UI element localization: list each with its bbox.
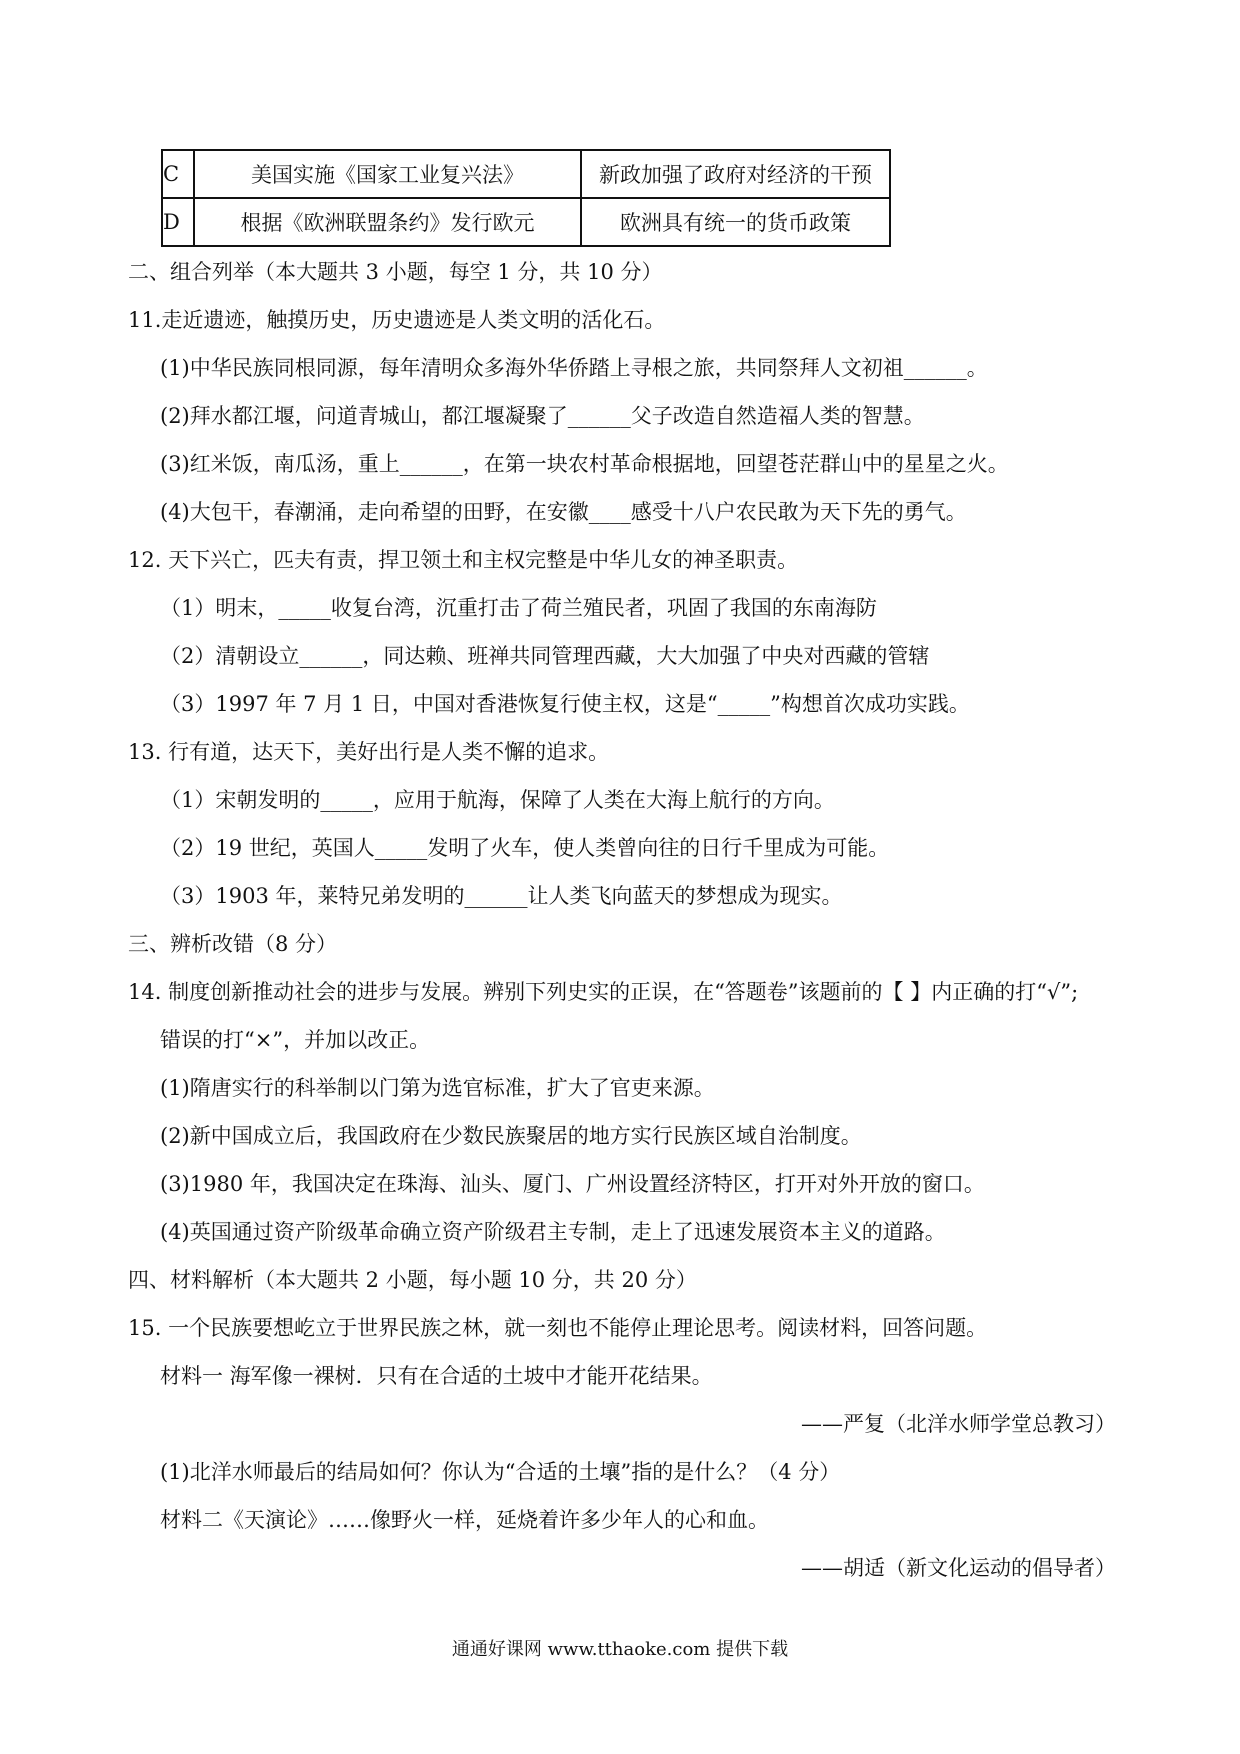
option-letter: D [162, 198, 194, 246]
material-text: 材料一 海军像一裸树．只有在合适的土坡中才能开花结果。 [160, 1364, 713, 1388]
material-text: 材料二《天演论》……像野火一样，延烧着许多少年人的心和血。 [160, 1508, 769, 1532]
page-footer: 通通好课网 www.tthaoke.com 提供下载 [451, 1639, 789, 1660]
sub-question: (1)北洋水师最后的结局如何？你认为“合适的土壤”指的是什么？（4 分） [160, 1460, 841, 1484]
question-stem: 11.走近遗迹，触摸历史，历史遗迹是人类文明的活化石。 [128, 308, 666, 332]
sub-question: （1）宋朝发明的_____，应用于航海，保障了人类在大海上航行的方向。 [160, 788, 835, 812]
option-result: 欧洲具有统一的货币政策 [581, 198, 890, 246]
sub-question: (4)英国通过资产阶级革命确立资产阶级君主专制，走上了迅速发展资本主义的道路。 [160, 1220, 946, 1244]
sub-question: (4)大包干，春潮涌，走向希望的田野，在安徽____感受十八户农民敢为天下先的勇气。 [160, 500, 967, 524]
section-heading: 三、辨析改错（8 分） [128, 932, 338, 956]
material-attribution: ——严复（北洋水师学堂总教习） [801, 1412, 1116, 1436]
question-stem: 13. 行有道，达天下，美好出行是人类不懈的追求。 [128, 740, 610, 764]
choices-table [161, 149, 891, 247]
question-stem-continued: 错误的打“×”，并加以改正。 [160, 1028, 431, 1052]
material-attribution: ——胡适（新文化运动的倡导者） [801, 1556, 1116, 1580]
sub-question: (3)1980 年，我国决定在珠海、汕头、厦门、广州设置经济特区，打开对外开放的窗口。 [160, 1172, 985, 1196]
sub-question: （2）19 世纪，英国人_____发明了火车，使人类曾向往的日行千里成为可能。 [160, 836, 890, 860]
sub-question: (1)隋唐实行的科举制以门第为选官标准，扩大了官吏来源。 [160, 1076, 715, 1100]
sub-question: （3）1997 年 7 月 1 日，中国对香港恢复行使主权，这是“_____”构想首次成功实践。 [160, 692, 970, 716]
option-event: 美国实施《国家工业复兴法》 [194, 150, 581, 198]
table-row [162, 150, 890, 198]
sub-question: (1)中华民族同根同源，每年清明众多海外华侨踏上寻根之旅，共同祭拜人文初祖______。 [160, 356, 988, 380]
question-stem: 15. 一个民族要想屹立于世界民族之林，就一刻也不能停止理论思考。阅读材料，回答问题。 [128, 1316, 988, 1340]
option-event: 根据《欧洲联盟条约》发行欧元 [194, 198, 581, 246]
question-stem: 12. 天下兴亡，匹夫有责，捍卫领土和主权完整是中华儿女的神圣职责。 [128, 548, 799, 572]
option-letter: C [162, 150, 194, 198]
sub-question: (2)新中国成立后，我国政府在少数民族聚居的地方实行民族区域自治制度。 [160, 1124, 862, 1148]
question-stem: 14. 制度创新推动社会的进步与发展。辨别下列史实的正误，在“答题卷”该题前的【 】内正确的打“√”; [128, 980, 1079, 1004]
sub-question: （3）1903 年，莱特兄弟发明的______让人类飞向蓝天的梦想成为现实。 [160, 884, 843, 908]
sub-question: (3)红米饭，南瓜汤，重上______，在第一块农村革命根据地，回望苍茫群山中的星星之火。 [160, 452, 1009, 476]
option-result: 新政加强了政府对经济的干预 [581, 150, 890, 198]
sub-question: (2)拜水都江堰，问道青城山，都江堰凝聚了______父子改造自然造福人类的智慧。 [160, 404, 925, 428]
section-heading: 四、材料解析（本大题共 2 小题，每小题 10 分，共 20 分） [128, 1268, 697, 1292]
sub-question: （1）明末，_____收复台湾，沉重打击了荷兰殖民者，巩固了我国的东南海防 [160, 596, 877, 620]
sub-question: （2）清朝设立______，同达赖、班禅共同管理西藏，大大加强了中央对西藏的管辖 [160, 644, 930, 668]
table-row [162, 198, 890, 246]
section-heading: 二、组合列举（本大题共 3 小题，每空 1 分，共 10 分） [128, 260, 663, 284]
